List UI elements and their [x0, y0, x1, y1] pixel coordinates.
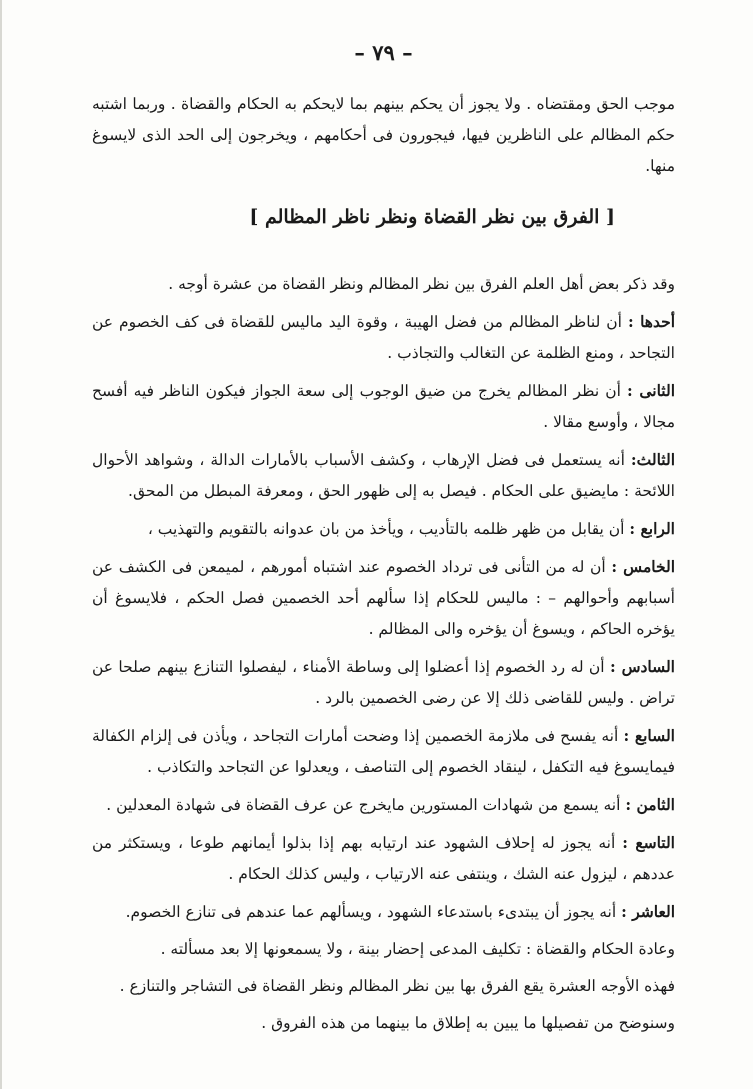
- difference-item: [92, 444, 675, 507]
- item-lead: العاشر :: [621, 902, 675, 921]
- item-text: أنه يجوز له إحلاف الشهود عند ارتيابه بهم إذا بذلوا أيمانهم طوعا ، ويستكثر من عددهم ، ليزول عنه الشك ، وينتفى عنه الارتياب ، وليس كذلك الحكام .: [92, 834, 675, 883]
- difference-item: [92, 896, 675, 928]
- difference-item: [92, 513, 675, 545]
- difference-item: [92, 789, 675, 821]
- item-lead: السابع :: [623, 726, 675, 745]
- page-body: [92, 89, 675, 1039]
- item-text: أنه يسمع من شهادات المستورين مايخرج عن عرف القضاة فى شهادة المعدلين .: [106, 796, 626, 814]
- item-text: أن له من التأنى فى ترداد الخصوم عند اشتباه أمورهم ، لميمعن فى الكشف عن أسبابهم وأحوالهم – : ماليس للحكام إذا سألهم أحد الخصمين فصل الحكم ، فلايسوغ أن يؤخره الحاكم ، ويسوغ أن يؤخره والى المظالم .: [92, 558, 675, 638]
- difference-item: [92, 375, 675, 438]
- item-lead: الثامن :: [625, 795, 675, 814]
- item-lead: السادس :: [610, 657, 675, 676]
- item-text: أن له رد الخصوم إذا أعضلوا إلى وساطة الأمناء ، ليفصلوا التنازع بينهم صلحا عن تراض . وليس للقاضى ذلك إلا عن رضى الخصمين بالرد .: [92, 658, 675, 707]
- item-text: أنه يستعمل فى فضل الإرهاب ، وكشف الأسباب بالأمارات الدالة ، وشواهد الأحوال اللائحة : مايضيق على الحكام . فيصل به إلى ظهور الحق ، ومعرفة المبطل من المحق.: [92, 451, 675, 500]
- item-lead: الخامس :: [611, 557, 675, 576]
- difference-list: [92, 306, 675, 928]
- item-text: أنه يفسح فى ملازمة الخصمين إذا وضحت أمارات التجاحد ، ويأذن فى إلزام الكفالة فيمايسوغ فيه التكفل ، لينقاد الخصوم إلى التناصف ، ويعدلوا عن التجاحد والتكاذب .: [92, 727, 675, 776]
- closing-paragraphs: [92, 934, 675, 1039]
- opening-paragraph: وقد ذكر بعض أهل العلم الفرق بين نظر المظالم ونظر القضاة من عشرة أوجه .: [168, 275, 675, 293]
- closing-paragraph: وسنوضح من تفصيلها ما يبين به إطلاق ما بينهما من هذه الفروق .: [261, 1014, 675, 1032]
- section-heading: [ الفرق بين نظر القضاة ونظر ناظر المظالم ]: [249, 206, 615, 228]
- closing-paragraph: وعادة الحكام والقضاة : تكليف المدعى إحضار بينة ، ولا يسمعونها إلا بعد مسألته .: [160, 940, 675, 958]
- item-text: أنه يجوز أن يبتدىء باستدعاء الشهود ، ويسألهم عما عندهم فى تنازع الخصوم.: [125, 903, 622, 921]
- item-lead: الثالث:: [630, 450, 675, 469]
- page-number: – ٧٩ –: [354, 40, 413, 65]
- difference-item: [92, 720, 675, 783]
- item-lead: التاسع :: [622, 833, 675, 852]
- item-lead: أحدها :: [627, 312, 676, 331]
- difference-item: [92, 827, 675, 890]
- item-text: أن لناظر المظالم من فضل الهيبة ، وقوة اليد ماليس للقضاة فى كف الخصوم عن التجاحد ، ومنع الظلمة عن التغالب والتجاذب .: [92, 313, 675, 362]
- item-text: أن نظر المظالم يخرج من ضيق الوجوب إلى سعة الجواز فيكون الناظر فيه أفسح مجالا ، وأوسع مقالا .: [92, 382, 675, 431]
- difference-item: [92, 306, 675, 369]
- difference-item: [92, 651, 675, 714]
- item-lead: الرابع :: [629, 519, 675, 538]
- item-lead: الثانى :: [627, 381, 676, 400]
- closing-paragraph: فهذه الأوجه العشرة يقع الفرق بها بين نظر المظالم ونظر القضاة فى التشاجر والتنازع .: [119, 977, 675, 995]
- difference-item: [92, 551, 675, 645]
- item-text: أن يقابل من ظهر ظلمه بالتأديب ، ويأخذ من بان عدوانه بالتقويم والتهذيب ،: [147, 520, 630, 538]
- intro-paragraph: موجب الحق ومقتضاه . ولا يجوز أن يحكم بينهم بما لايحكم به الحكام والقضاة . وربما اشتبه حكم المظالم على الناظرين فيها، فيجورون فى أحكامهم ، ويخرجون إلى الحد الذى لايسوغ منها.: [92, 95, 675, 175]
